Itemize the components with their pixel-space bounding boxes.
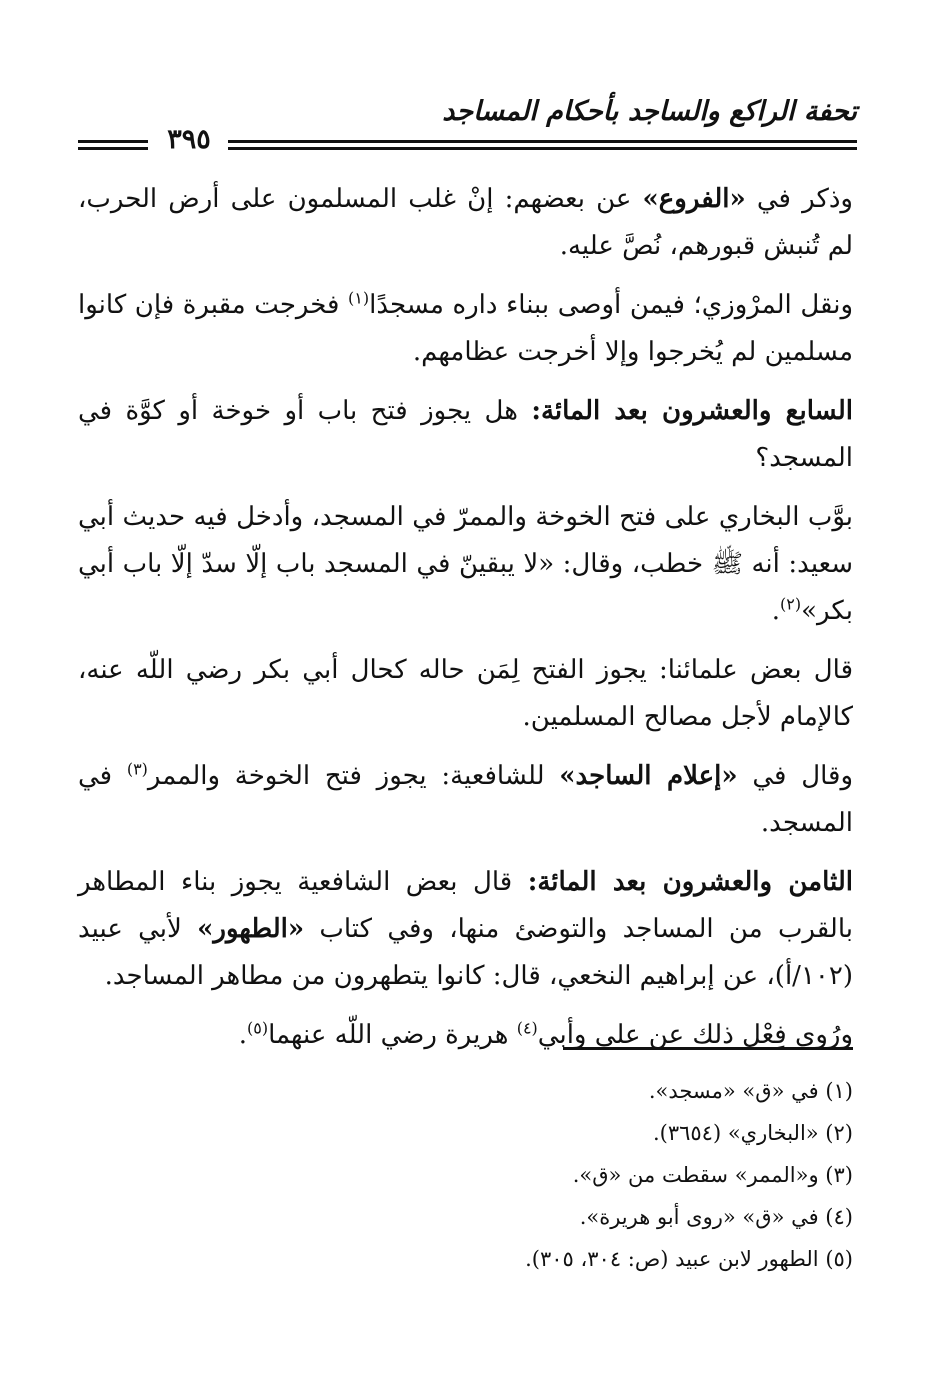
section-heading-127: السابع والعشرون بعد المائة: bbox=[531, 396, 853, 426]
book-reference-furu: «الفروع» bbox=[642, 184, 746, 214]
book-reference-tahur: «الطهور» bbox=[197, 914, 305, 944]
text-run: قال بعض الشافعية يجوز بناء المطاهر بالقرب من المساجد والتوضئ منها، وفي كتاب bbox=[78, 867, 853, 944]
page-number: ٣٩٥ bbox=[167, 124, 211, 155]
main-text bbox=[78, 176, 853, 1071]
footnote-5: (٥) الطهور لابن عبيد (ص: ٣٠٤، ٣٠٥). bbox=[525, 1247, 853, 1271]
header-rule-right bbox=[228, 140, 857, 150]
text-run: ونقل المرْوزي؛ فيمن أوصى ببناء داره مسجدًا bbox=[369, 290, 853, 320]
text-run: هريرة رضي اللّه عنهما bbox=[268, 1020, 517, 1050]
footnote-marker-4[interactable]: (٤) bbox=[516, 1018, 538, 1038]
footnote-marker-3[interactable]: (٣) bbox=[126, 759, 148, 779]
paragraph-8 bbox=[78, 1012, 853, 1059]
text-run: هل يجوز فتح باب أو خوخة أو كوَّة في المسجد؟ bbox=[78, 396, 853, 473]
running-header-title: تحفة الراكع والساجد بأحكام المساجد bbox=[442, 96, 857, 127]
text-run: ورُوي فِعْل ذلك عن علي وأبي bbox=[537, 1020, 853, 1050]
footnote-4: (٤) في «ق» «روى أبو هريرة». bbox=[579, 1205, 853, 1229]
text-run: . bbox=[238, 1020, 247, 1050]
footnote-marker-2[interactable]: (٢) bbox=[780, 594, 802, 614]
paragraph-2 bbox=[78, 282, 853, 376]
text-run: لأبي عبيد (١٠٢/أ)، عن إبراهيم النخعي، قال: كانوا يتطهرون من مطاهر المساجد. bbox=[78, 914, 853, 991]
footnote-3: (٣) و«الممر» سقطت من «ق». bbox=[572, 1163, 853, 1187]
footnote-marker-1[interactable]: (١) bbox=[348, 288, 370, 308]
paragraph-5 bbox=[78, 647, 853, 741]
footnotes bbox=[78, 1070, 853, 1280]
text-run: وذكر في bbox=[745, 184, 853, 214]
text-run: فخرجت مقبرة فإن كانوا مسلمين لم يُخرجوا وإلا أخرجت عظامهم. bbox=[78, 290, 853, 367]
paragraph-7 bbox=[78, 859, 853, 1000]
text-run: للشافعية: يجوز فتح الخوخة والممر bbox=[147, 761, 560, 791]
book-reference-ilam-al-sajid: «إعلام الساجد» bbox=[559, 761, 738, 791]
paragraph-4 bbox=[78, 494, 853, 635]
section-heading-128: الثامن والعشرون بعد المائة: bbox=[527, 867, 853, 897]
footnote-1: (١) في «ق» «مسجد». bbox=[648, 1079, 853, 1103]
text-run: في المسجد. bbox=[78, 761, 853, 838]
text-run: قال بعض علمائنا: يجوز الفتح لِمَن حاله كحال أبي بكر رضي اللّه عنه، كالإمام لأجل مصالح المسلمين. bbox=[78, 655, 853, 732]
paragraph-6 bbox=[78, 753, 853, 847]
header-rule-left bbox=[78, 140, 148, 150]
text-run: وقال في bbox=[737, 761, 853, 791]
paragraph-1 bbox=[78, 176, 853, 270]
footnote-separator bbox=[563, 1047, 853, 1050]
text-run: بوَّب البخاري على فتح الخوخة والممرّ في المسجد، وأدخل فيه حديث أبي سعيد: أنه ﷺ خطب، وقال: «لا يبقينّ في المسجد باب إلّا سدّ إلّا باب أبي بكر» bbox=[78, 502, 853, 626]
text-run: عن بعضهم: إنْ غلب المسلمون على أرض الحرب، لم تُنبش قبورهم، نُصَّ عليه. bbox=[78, 184, 853, 261]
paragraph-3 bbox=[78, 388, 853, 482]
footnote-marker-5[interactable]: (٥) bbox=[246, 1018, 269, 1038]
text-run: . bbox=[771, 596, 781, 626]
footnote-2: (٢) «البخاري» (٣٦٥٤). bbox=[652, 1121, 853, 1145]
